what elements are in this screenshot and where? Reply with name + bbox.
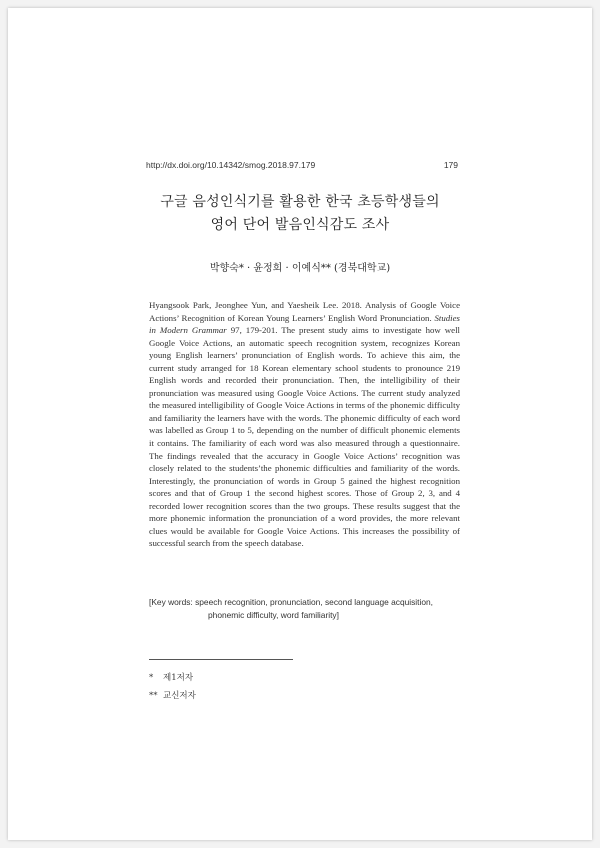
footnote-text: 교신저자 xyxy=(163,691,196,701)
footnote-corresponding-author xyxy=(149,689,196,701)
doi-link[interactable]: http://dx.doi.org/10.14342/smog.2018.97.179 xyxy=(146,160,316,170)
title-line-2: 영어 단어 발음인식감도 조사 xyxy=(210,217,390,233)
authors: 박향숙* · 윤정희 · 이예식** (경북대학교) xyxy=(209,263,391,274)
title-line-1: 구글 음성인식기를 활용한 한국 초등학생들의 xyxy=(160,194,440,210)
keywords xyxy=(149,596,469,622)
footnote-mark: * xyxy=(149,673,154,683)
footnote-mark: ** xyxy=(149,691,158,701)
abstract-citation-volume: 97, 179-201. xyxy=(226,325,282,336)
keywords-line-2: phonemic difficulty, word familiarity] xyxy=(208,610,339,620)
abstract-body: The present study aims to investigate how well Google Voice Actions, an automatic speech recognition system, recognizes Korean young English learners’ pronunciation of English words. To achieve this aim, the current study arranged for 18 Korean elementary school students to pronounce 219 English words and recorded their pronunciation. Then, the intelligibility of their pronunciation was measured using Google Voice Actions. The current study analyzed the measured intelligibility of Google Voice Actions in terms of the phonemic difficulty and familiarity the learners have with the words. The phonemic difficulty of each word was labelled as Group 1 to 5, depending on the number of difficult phonemic elements it contains. The familiarity of each word was also measured through a questionnaire. The findings revealed that the accuracy in Google Voice Actions’ recognition was closely related to the students’the phonemic difficulties and familiarity of the words. Interestingly, the pronunciation of words in Group 5 gained the highest recognition scores and that of Group 1 the second highest scores. Those of Group 2, 3, and 4 recorded lower recognition scores than the two groups. These results suggest that the more phonemic information the pronunciation of a word provides, the more relevant clues would be available for Google Voice Actions. This increases the possibility of successful search from the speech database. xyxy=(149,325,461,549)
footnote-text: 제1저자 xyxy=(163,673,194,683)
journal-name: Studies in Modern Grammar xyxy=(149,312,460,336)
footnote-divider xyxy=(149,659,293,660)
page-number: 179 xyxy=(443,160,458,170)
footnote-first-author xyxy=(149,671,193,683)
keywords-line-1: [Key words: speech recognition, pronunciation, second language acquisition, xyxy=(149,597,434,607)
abstract-citation: Hyangsook Park, Jeonghee Yun, and Yaesheik Lee. 2018. Analysis of Google Voice Actions’ Recognition of Korean Young Learners’ English Word Pronunciation. xyxy=(149,300,460,323)
abstract xyxy=(149,299,460,550)
page xyxy=(8,8,592,840)
